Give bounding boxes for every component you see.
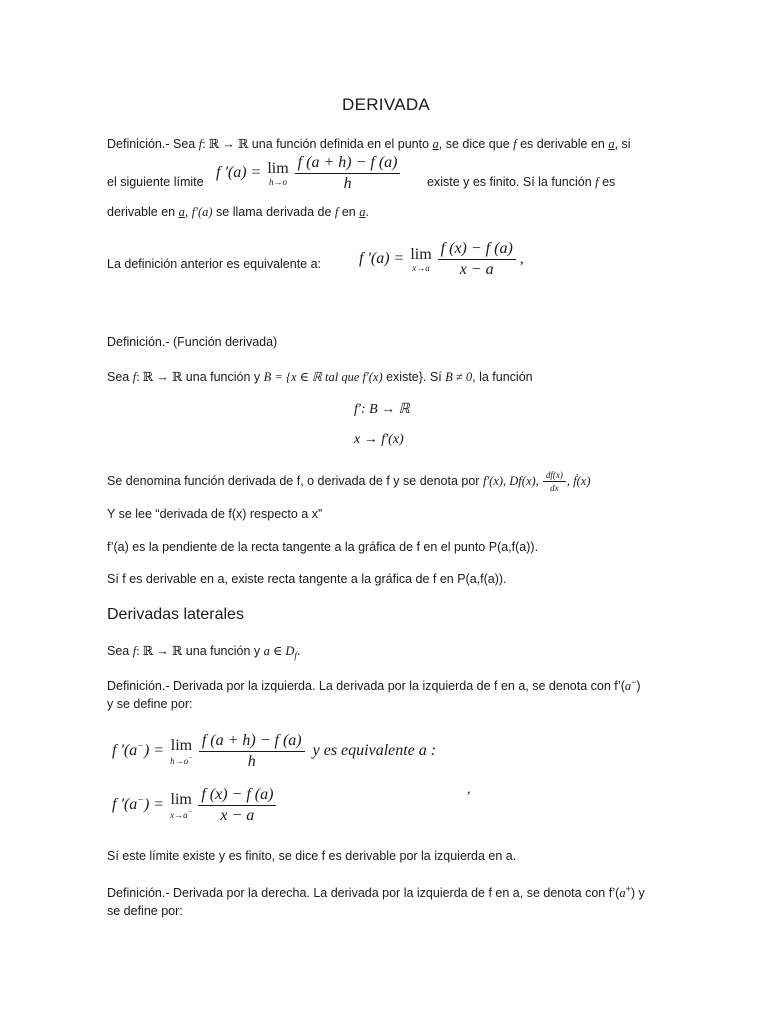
text: ) [636,679,641,694]
lim-subscript: h→o [269,176,287,187]
tangent-line: Sí f es derivable en a, existe recta tangente a la gráfica de f en P(a,f(a)). [107,572,507,586]
math-f: f [198,137,203,151]
page-title: DERIVADA [342,95,431,114]
lim-subscript-sup: − [187,807,193,816]
lim-word: lim [170,790,192,808]
left-derivative-line-2: y se define por: [107,697,193,711]
fraction [199,732,305,771]
numerator: f (a + h) − f (a) [199,732,305,752]
text: una función y [182,370,264,384]
formula-lhs: f '(a [112,742,138,760]
left-derivative-formula-2 [112,786,280,825]
formula-lhs: ) = [143,796,169,814]
definition-2-heading: Definición.- (Función derivada) [107,335,278,349]
text: una función y [182,644,264,658]
equivalent-formula [359,240,524,279]
domain-subscript: f [294,650,297,661]
denominator: dx [550,483,559,493]
text: una función definida en el punto [248,137,433,151]
text: , la función [472,370,533,384]
stray-comma: , [467,782,471,797]
lim-operator [170,792,192,820]
denominator: h [343,175,352,192]
text: se llama derivada de [212,205,335,219]
math-set-b: B = {x ∈ ℝ tal que f′(x) [263,370,383,384]
numerator: f (x) − f (a) [438,240,516,260]
definition-1-line-3 [107,205,369,220]
math-f: f [334,205,339,219]
text: , [184,205,192,219]
slope-line: f’(a) es la pendiente de la recta tangente a la gráfica de f en el punto P(a,f(a)). [107,540,539,554]
math-condition: B ≠ 0 [445,370,473,384]
lim-word: lim [410,245,432,263]
math-f: f [132,644,137,658]
leibniz-fraction [543,470,566,493]
math-f: f [595,175,599,189]
denominator: x − a [459,261,494,278]
definition-1-line-1 [107,136,631,152]
lim-subscript-sup: − [188,753,193,762]
text: , si [614,137,631,151]
superscript: − [137,794,144,806]
numerator: f (x) − f (a) [198,786,276,806]
derivative-limit-formula [216,154,404,193]
math-map: : ℝ → ℝ [136,644,183,658]
text: , se dice que [438,137,514,151]
text: existe y es finito. Sí la función [427,175,596,189]
math-f: f [132,370,137,384]
text: es [598,175,616,189]
right-derivative-line-1 [107,884,645,901]
numerator: df(x) [543,470,566,482]
section-heading-laterales: Derivadas laterales [107,606,244,623]
lim-word: lim [170,736,193,754]
lim-operator [170,738,193,766]
math-a: a [608,137,615,151]
superscript: − [137,740,144,752]
math-fprime-a: f′(a) [191,205,213,219]
lim-subscript [170,755,193,766]
fraction [295,154,401,193]
text: es derivable en [516,137,609,151]
math-a: a [432,137,439,151]
text: existe}. Sí [382,370,446,384]
lim-subscript-text: h→o [170,755,189,766]
superscript: − [631,677,637,687]
fraction [438,240,516,279]
math-a: a [619,886,626,901]
denominator: h [247,753,256,770]
text: . [296,644,301,658]
map-line-2: x → f′(x) [354,432,404,447]
comma: , [519,250,524,268]
math-domain: a ∈ D [263,644,295,658]
right-derivative-line-2: se define por: [107,904,183,918]
superscript: + [625,884,631,894]
denominator: x − a [220,807,255,824]
math-a: a [624,679,632,694]
lateral-sea-line [107,643,300,661]
formula-lhs: f '(a [112,796,138,814]
text: Se denomina función derivada de f, o derivada de f y se denota por [107,473,483,488]
math-f: f [513,137,517,151]
map-line-1: f′: B → ℝ [354,402,410,417]
read-line: Y se lee “derivada de f(x) respecto a x” [107,507,323,521]
text: . [365,205,369,219]
fraction [198,786,276,825]
equivalent-note: y es equivalente a : [308,742,437,760]
formula-lhs: f '(a) = [359,250,409,268]
left-derivative-formula-1 [112,732,436,771]
text: derivable en [107,205,179,219]
definition-1-line-2-label: el siguiente límite [107,175,204,189]
definition-2-line-1 [107,369,533,385]
math-notation: f′(x), Df(x), [482,473,542,488]
math-map: : ℝ → ℝ [202,137,249,151]
text: ) y [630,886,645,901]
text: Sea [107,370,133,384]
formula-lhs: ) = [143,742,169,760]
definition-1-line-2-tail [427,175,615,190]
notation-line [107,470,591,493]
text: Definición.- Derivada por la derecha. La derivada por la izquierda de f en a, se denota con f’( [107,886,620,901]
lim-word: lim [267,159,289,177]
text: Definición.- Derivada por la izquierda. La derivada por la izquierda de f en a, se denota con f’( [107,679,625,694]
lim-subscript [170,809,192,820]
math-map: : ℝ → ℝ [136,370,183,384]
lim-subscript: x→a [412,262,430,273]
lim-subscript-text: x→a [170,809,188,820]
formula-lhs: f '(a) = [216,164,266,182]
numerator: f (a + h) − f (a) [295,154,401,174]
text: en [338,205,360,219]
math-a: a [178,205,185,219]
text: Sea [107,644,133,658]
math-notation: , ḟ(x) [566,473,591,488]
text: Definición.- Sea [107,137,199,151]
math-a: a [359,205,366,219]
lim-operator [267,161,288,187]
left-derivative-line-1 [107,677,641,694]
lim-operator [410,247,431,273]
equivalent-text: La definición anterior es equivalente a: [107,257,322,271]
left-exists-line: Sí este límite existe y es finito, se dice f es derivable por la izquierda en a. [107,849,517,863]
